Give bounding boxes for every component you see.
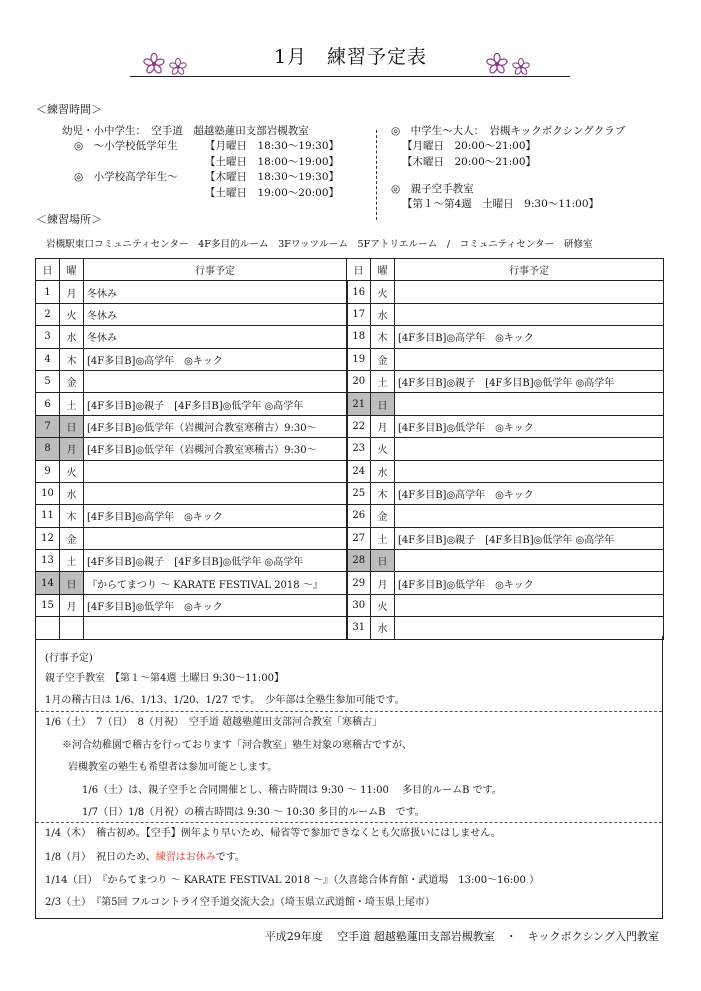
table-row xyxy=(36,505,664,527)
header-event: 行事予定 xyxy=(395,259,664,281)
notes-practice-days: 1月の稽古日は 1/6、1/13、1/20、1/27 です。 少年部は全塾生参加可能です。 xyxy=(45,695,405,706)
adult-time: 【木曜日 20:00～21:00】 xyxy=(402,156,537,168)
day-cell: 5 xyxy=(36,370,60,392)
day-cell: 26 xyxy=(347,505,371,527)
day-cell: 14 xyxy=(36,572,60,594)
day-cell: 29 xyxy=(347,572,371,594)
day-cell: 6 xyxy=(36,393,60,415)
table-row xyxy=(36,393,664,415)
day-cell: 30 xyxy=(347,594,371,616)
event-cell: [4F多目B]◎低学年（岩槻河合教室寒稽古）9:30～ xyxy=(84,415,347,437)
day-cell: 24 xyxy=(347,460,371,482)
day-cell: 17 xyxy=(347,303,371,325)
table-row xyxy=(36,348,664,370)
header-weekday: 曜 xyxy=(60,259,84,281)
practice-time-heading: ＜練習時間＞ xyxy=(36,103,102,116)
kids-group-label: 幼児・小中学生： 空手道 超越塾蓮田支部岩槻教室 xyxy=(62,125,309,137)
weekday-cell: 金 xyxy=(60,370,84,392)
notes-winter-line: ※河合幼稚園で稽古を行っております「河合教室」塾生対象の寒稽古ですが、 xyxy=(62,740,412,751)
weekday-cell: 木 xyxy=(371,326,395,348)
place-heading: ＜練習場所＞ xyxy=(36,213,102,226)
event-cell xyxy=(84,527,347,549)
weekday-cell: 金 xyxy=(60,527,84,549)
notes-divider xyxy=(36,822,662,823)
day-cell: 31 xyxy=(347,617,371,639)
day-cell: 12 xyxy=(36,527,60,549)
weekday-cell: 水 xyxy=(371,303,395,325)
notes-first-practice: 1/4（木） 稽古初め。【空手】例年より早いため、帰省等で参加できなくとも欠席扱いにはしません。 xyxy=(45,828,501,839)
event-cell: 冬休み xyxy=(84,281,347,303)
weekday-cell: 土 xyxy=(60,550,84,572)
event-cell: [4F多目B]◎高学年 ◎キック xyxy=(84,348,347,370)
day-cell: 11 xyxy=(36,505,60,527)
notes-winter-line: 1/7（日）1/8（月祝）の稽古時間は 9:30 ～ 10:30 多目的ルームB です。 xyxy=(82,807,425,818)
page-title: 1月 練習予定表 xyxy=(273,46,428,68)
day-cell: 19 xyxy=(347,348,371,370)
weekday-cell: 日 xyxy=(60,572,84,594)
header-weekday: 曜 xyxy=(371,259,395,281)
notes-tournament: 2/3（土） 『第5回 フルコントライ空手道交流大会』（埼玉県立武道館・埼玉県上尾市） xyxy=(45,897,435,908)
weekday-cell: 月 xyxy=(371,572,395,594)
event-cell: [4F多目B]◎高学年 ◎キック xyxy=(395,482,664,504)
day-cell: 25 xyxy=(347,482,371,504)
event-cell xyxy=(395,594,664,616)
notes-winter-line: 岩槻教室の塾生も希望者は参加可能とします。 xyxy=(68,762,278,773)
table-row xyxy=(36,482,664,504)
calendar-table xyxy=(35,258,664,640)
table-row xyxy=(36,326,664,348)
day-cell: 1 xyxy=(36,281,60,303)
low-grade-time: 【土曜日 18:00～19:00】 xyxy=(205,156,340,168)
event-cell xyxy=(395,438,664,460)
day-cell: 8 xyxy=(36,438,60,460)
footer-text: 平成29年度 空手道 超越塾蓮田支部岩槻教室 ・ キックボクシング入門教室 xyxy=(264,930,659,943)
weekday-cell: 火 xyxy=(60,303,84,325)
notes-heading: (行事予定) xyxy=(45,653,93,664)
table-row xyxy=(36,594,664,616)
weekday-cell: 土 xyxy=(371,370,395,392)
header-event: 行事予定 xyxy=(84,259,347,281)
notes-winter-title: 1/6（土） 7（日） 8（月祝） 空手道 超越塾蓮田支部河合教室「寒稽古」 xyxy=(45,717,382,728)
table-row xyxy=(36,527,664,549)
event-cell xyxy=(84,460,347,482)
event-cell: [4F多目B]◎低学年 ◎キック xyxy=(395,572,664,594)
event-cell xyxy=(84,482,347,504)
holiday-suffix: です。 xyxy=(215,852,245,863)
event-cell xyxy=(395,303,664,325)
weekday-cell: 水 xyxy=(371,460,395,482)
weekday-cell: 火 xyxy=(371,594,395,616)
weekday-cell: 月 xyxy=(371,415,395,437)
day-cell: 27 xyxy=(347,527,371,549)
event-cell xyxy=(395,550,664,572)
day-cell: 22 xyxy=(347,415,371,437)
event-cell xyxy=(395,460,664,482)
parent-child-time: 【第１～第4週 土曜日 9:30～11:00】 xyxy=(402,198,600,210)
table-row xyxy=(36,550,664,572)
day-cell: 18 xyxy=(347,326,371,348)
weekday-cell: 火 xyxy=(371,438,395,460)
high-grade-time: 【木曜日 18:30～19:30】 xyxy=(205,171,340,183)
weekday-cell: 月 xyxy=(60,594,84,616)
day-cell: 21 xyxy=(347,393,371,415)
low-grade-time: 【月曜日 18:30～19:30】 xyxy=(205,140,340,152)
weekday-cell: 水 xyxy=(371,617,395,639)
table-row xyxy=(36,370,664,392)
day-cell: 10 xyxy=(36,482,60,504)
event-cell: [4F多目B]◎親子 [4F多目B]◎低学年 ◎高学年 xyxy=(84,393,347,415)
event-cell xyxy=(84,370,347,392)
event-cell: 冬休み xyxy=(84,326,347,348)
day-cell: 15 xyxy=(36,594,60,616)
day-cell: 20 xyxy=(347,370,371,392)
weekday-cell: 月 xyxy=(60,438,84,460)
weekday-cell: 日 xyxy=(371,550,395,572)
low-grade-label: ◎ ～小学校低学年生 xyxy=(74,140,178,152)
event-cell: [4F多目B]◎低学年 ◎キック xyxy=(84,594,347,616)
day-cell: 2 xyxy=(36,303,60,325)
day-cell: 7 xyxy=(36,415,60,437)
table-row xyxy=(36,303,664,325)
notes-winter-line: 1/6（土）は、親子空手と合同開催とし、稽古時間は 9:30 ～ 11:00 多目的ルームB です。 xyxy=(82,785,502,796)
high-grade-label: ◎ 小学校高学年生～ xyxy=(74,171,178,183)
event-cell: [4F多目B]◎高学年 ◎キック xyxy=(395,326,664,348)
weekday-cell: 水 xyxy=(60,326,84,348)
day-cell: 16 xyxy=(347,281,371,303)
weekday-cell: 火 xyxy=(60,460,84,482)
high-grade-time: 【土曜日 19:00～20:00】 xyxy=(205,187,340,199)
day-cell: 4 xyxy=(36,348,60,370)
place-text: 岩槻駅東口コミュニティセンター 4F多目的ルーム 3Fワッツルーム 5Fアトリエルーム / コミュニティセンター 研修室 xyxy=(46,239,593,250)
schedule-divider xyxy=(376,130,377,220)
event-cell: [4F多目B]◎親子 [4F多目B]◎低学年 ◎高学年 xyxy=(395,370,664,392)
event-cell: [4F多目B]◎親子 [4F多目B]◎低学年 ◎高学年 xyxy=(395,527,664,549)
table-header-row xyxy=(36,259,664,281)
weekday-cell: 木 xyxy=(60,505,84,527)
event-cell xyxy=(395,393,664,415)
event-cell: [4F多目B]◎親子 [4F多目B]◎低学年 ◎高学年 xyxy=(84,550,347,572)
adult-group-label: ◎ 中学生～大人： 岩槻キックボクシングクラブ xyxy=(391,125,626,137)
parent-child-label: ◎ 親子空手教室 xyxy=(391,183,474,195)
weekday-cell: 土 xyxy=(60,393,84,415)
header-day: 日 xyxy=(347,259,371,281)
weekday-cell: 火 xyxy=(371,281,395,303)
title-underline xyxy=(130,76,570,77)
day-cell: 28 xyxy=(347,550,371,572)
notes-festival: 1/14（日） 『からてまつり ～ KARATE FESTIVAL 2018 ～』（久喜総合体育館・武道場 13:00～16:00 ） xyxy=(45,875,540,886)
adult-time: 【月曜日 20:00～21:00】 xyxy=(402,140,537,152)
event-cell xyxy=(395,281,664,303)
weekday-cell: 土 xyxy=(371,527,395,549)
notes-box xyxy=(35,636,663,919)
event-cell: [4F多目B]◎高学年 ◎キック xyxy=(84,505,347,527)
weekday-cell: 金 xyxy=(371,348,395,370)
event-cell: [4F多目B]◎低学年 ◎キック xyxy=(395,415,664,437)
weekday-cell: 日 xyxy=(60,415,84,437)
weekday-cell: 木 xyxy=(60,348,84,370)
header-day: 日 xyxy=(36,259,60,281)
event-cell xyxy=(395,348,664,370)
day-cell: 3 xyxy=(36,326,60,348)
weekday-cell: 水 xyxy=(60,482,84,504)
table-row xyxy=(36,415,664,437)
day-cell: 13 xyxy=(36,550,60,572)
weekday-cell: 日 xyxy=(371,393,395,415)
event-cell xyxy=(395,505,664,527)
event-cell: 冬休み xyxy=(84,303,347,325)
day-cell: 9 xyxy=(36,460,60,482)
notes-divider xyxy=(36,711,662,712)
weekday-cell: 木 xyxy=(371,482,395,504)
event-cell: 『からてまつり ～ KARATE FESTIVAL 2018 ～』 xyxy=(84,572,347,594)
notes-parent-child: 親子空手教室 【第１～第4週 土曜日 9:30～11:00】 xyxy=(45,673,284,684)
holiday-prefix: 1/8（月） 祝日のため、 xyxy=(45,852,156,863)
day-cell: 23 xyxy=(347,438,371,460)
weekday-cell: 金 xyxy=(371,505,395,527)
table-row xyxy=(36,438,664,460)
weekday-cell: 月 xyxy=(60,281,84,303)
table-row xyxy=(36,281,664,303)
notes-holiday xyxy=(45,853,245,863)
table-row xyxy=(36,572,664,594)
table-row xyxy=(36,460,664,482)
event-cell: [4F多目B]◎低学年（岩槻河合教室寒稽古）9:30～ xyxy=(84,438,347,460)
holiday-highlight: 練習はお休み xyxy=(155,852,216,863)
